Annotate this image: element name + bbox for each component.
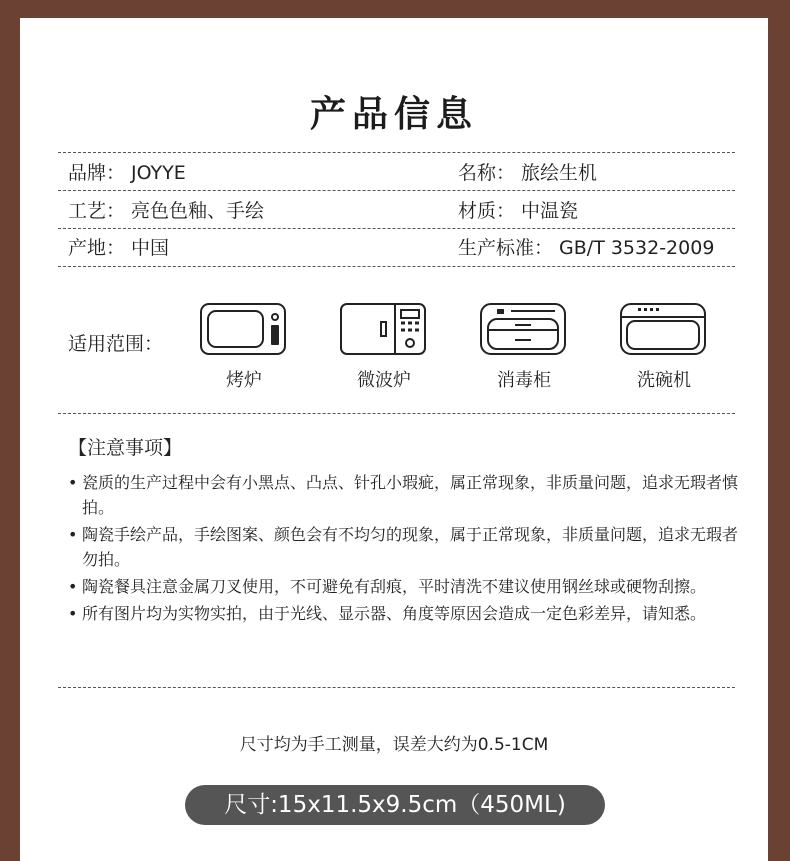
scope-item-oven xyxy=(194,302,294,392)
scope-item-microwave xyxy=(334,302,434,392)
divider xyxy=(58,687,735,688)
scope-item-label: 烤炉 xyxy=(226,370,262,391)
page-title: 产品信息 xyxy=(309,94,478,135)
scope-item-label: 洗碗机 xyxy=(637,370,691,391)
scope-item-sterilizer xyxy=(474,302,574,392)
scope-label: 适用范围： xyxy=(68,333,164,355)
note-item: • 陶瓷手绘产品，手绘图案、颜色会有不均匀的现象，属于正常现象，非质量问题，追求无瑕者勿拍。 xyxy=(68,522,742,572)
sterilizer-icon xyxy=(479,302,569,358)
divider xyxy=(58,190,735,191)
material-field: 材质： 中温瓷 xyxy=(458,200,579,222)
note-item: • 瓷质的生产过程中会有小黑点、凸点、针孔小瑕疵，属正常现象，非质量问题，追求无瑕者慎拍。 xyxy=(68,470,742,520)
divider xyxy=(58,228,735,229)
dishwasher-icon xyxy=(619,302,709,358)
size-badge: 尺寸:15x11.5x9.5cm（450ML) xyxy=(185,785,605,825)
scope-item-label: 消毒柜 xyxy=(497,370,551,391)
origin-field: 产地： 中国 xyxy=(68,237,170,259)
notes-list xyxy=(68,470,742,628)
microwave-icon xyxy=(339,302,429,358)
oven-icon xyxy=(199,302,289,358)
scope-item-label: 微波炉 xyxy=(357,370,411,391)
brand-field: 品牌： JOYYE xyxy=(68,162,186,184)
divider xyxy=(58,413,735,414)
note-item: • 所有图片均为实物实拍，由于光线、显示器、角度等原因会造成一定色彩差异，请知悉。 xyxy=(68,601,742,626)
scope-item-dishwasher xyxy=(614,302,714,392)
craft-field: 工艺： 亮色色釉、手绘 xyxy=(68,200,265,222)
standard-field: 生产标准： GB/T 3532-2009 xyxy=(458,237,715,259)
notes-title: 【注意事项】 xyxy=(68,437,183,459)
size-tolerance-note: 尺寸均为手工测量，误差大约为0.5-1CM xyxy=(239,735,549,755)
product-info-card xyxy=(20,18,768,861)
divider xyxy=(58,266,735,267)
divider xyxy=(58,152,735,153)
note-item: • 陶瓷餐具注意金属刀叉使用，不可避免有刮痕，平时清洗不建议使用钢丝球或硬物刮擦。 xyxy=(68,574,742,599)
name-field: 名称： 旅绘生机 xyxy=(458,162,598,184)
